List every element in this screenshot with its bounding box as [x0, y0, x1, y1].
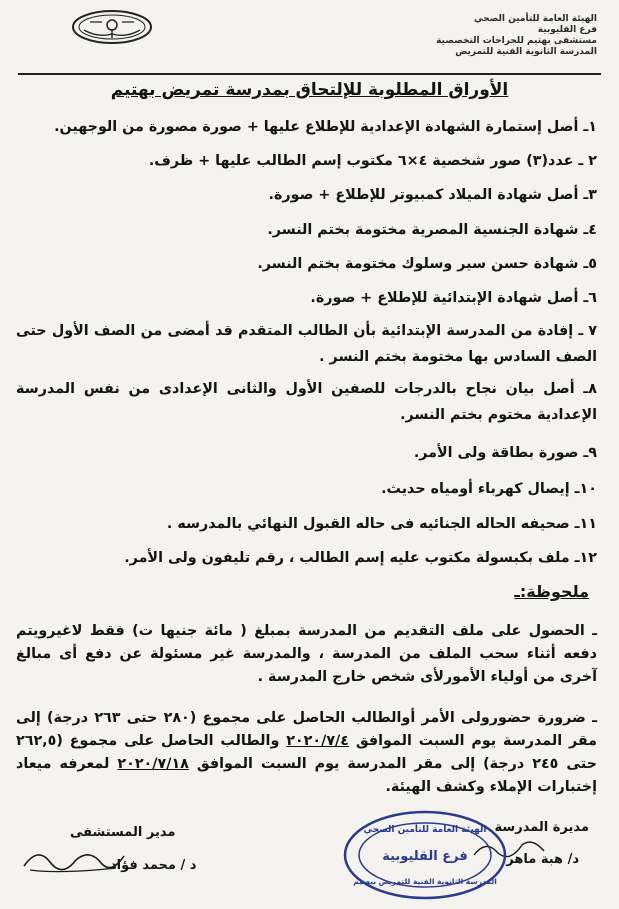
stamp-line-3: المدرسة الثانوية الفنية للتمريض ببهتيم [353, 877, 497, 886]
requirement-item-10 [16, 476, 597, 502]
item-number: ٣ـ [583, 187, 597, 203]
note-attendance-part-1: ـ ضرورة حضورولى الأمر أوالطالب الحاصل على مجموع (٢٨٠ حتى ٢٦٣ درجة) إلى مقر المدرسة يوم السبت الموافق [16, 710, 597, 749]
item-text: أصل شهادة الإبتدائية للإطلاع + صورة. [310, 290, 579, 306]
school-director-title: مديرة المدرسة [494, 820, 589, 835]
attendance-date-1: ٢٠٢٠/٧/٤ [286, 733, 350, 749]
requirement-item-2 [16, 148, 597, 174]
item-number: ٢ ـ [578, 153, 597, 169]
stamp-line-1: الهيئة العامة للتأمين الصحي [363, 825, 487, 835]
requirement-item-11 [16, 511, 597, 537]
requirement-item-6 [16, 285, 597, 311]
requirement-item-5 [16, 251, 597, 277]
org-line-3: مستشفى بهتيم للجراحات التخصصية [436, 36, 597, 46]
item-number: ٥ـ [583, 256, 597, 272]
stamp-line-2: فرع القليوبية [382, 849, 468, 864]
item-text: ملف بكبسولة مكتوب عليه إسم الطالب ، رقم تليفون ولى الأمر. [124, 550, 570, 566]
note-fee: ـ الحصول على ملف التقديم من المدرسة بمبلغ ( مائة جنيها ت) فقط لاغيرويتم دفعه أثناء سحب الملف من المدرسة ، والمدرسة غير مسئولة عن دفع أى مبالغ آخرى من أولياء الأمورلأى شخص خارج المدرسة . [16, 623, 597, 685]
note-attendance [16, 707, 597, 799]
requirement-item-9 [16, 440, 597, 466]
hospital-director-signature [20, 838, 130, 878]
item-number: ٧ ـ [578, 323, 597, 339]
requirement-item-1 [16, 114, 597, 140]
item-text: صورة بطاقة ولى الأمر. [413, 445, 579, 461]
item-number: ٤ـ [583, 222, 597, 238]
item-number: ٨ـ [583, 381, 598, 397]
item-text: صحيفه الحاله الجنائيه فى حاله القبول النهائي بالمدرسه . [166, 516, 570, 532]
item-text: إيصال كهرباء أومياه حديث. [381, 481, 570, 497]
note-attendance-part-3: لمعرفه ميعاد إختبارات الإملاء وكشف الهيئة. [16, 756, 597, 795]
attendance-date-2: ٢٠٢٠/٧/١٨ [117, 756, 189, 772]
school-director-name: د/ هبة ماهر [506, 852, 579, 867]
note-attendance-part-2: والطالب الحاصل على مجموع (٢٦٢,٥ حتى ٢٤٥ درجة) إلى مقر المدرسة يوم السبت الموافق [16, 733, 597, 772]
item-text: أصل شهادة الميلاد كمبيوتر للإطلاع + صورة. [268, 187, 579, 203]
item-text: أصل إستمارة الشهادة الإعدادية للإطلاع عليها + صورة مصورة من الوجهين. [54, 119, 579, 135]
item-number: ١١ـ [574, 516, 597, 532]
requirement-item-8 [16, 376, 597, 428]
header-organization [337, 14, 597, 58]
notes-heading: ملحوظة:ـ [514, 582, 589, 601]
title-divider [18, 73, 601, 75]
requirement-item-7 [16, 318, 597, 370]
item-text: شهادة حسن سير وسلوك مختومة بختم النسر. [257, 256, 579, 272]
official-stamp [340, 808, 510, 903]
requirement-item-4 [16, 217, 597, 243]
item-text: إفادة من المدرسة الإبتدائية بأن الطالب المتقدم قد أمضى من الصف الأول حتى الصف السادس بها مختومة بختم النسر . [16, 323, 597, 365]
item-number: ٩ـ [583, 445, 597, 461]
organization-logo [70, 8, 154, 46]
org-line-1: الهيئة العامة للتأمين الصحي [474, 14, 597, 24]
org-line-2: فرع القليوبية [537, 25, 597, 35]
item-number: ٦ـ [583, 290, 597, 306]
org-line-4: المدرسة الثانوية الفنية للتمريض [455, 47, 597, 57]
document-title: الأوراق المطلوبة للإلتحاق بمدرسة تمريض بهتيم [110, 80, 509, 100]
hospital-director-name: د / محمد فؤاد [110, 858, 197, 873]
item-text: شهادة الجنسية المصرية مختومة بختم النسر. [267, 222, 579, 238]
item-text: أصل بيان نجاح بالدرجات للصفين الأول والثانى الإعدادى من نفس المدرسة الإعدادية مختوم بختم النسر. [16, 381, 597, 423]
requirement-item-12 [16, 545, 597, 571]
requirement-item-3 [16, 182, 597, 208]
item-number: ١ـ [583, 119, 597, 135]
item-number: ١٠ـ [574, 481, 597, 497]
item-number: ١٢ـ [574, 550, 597, 566]
hospital-director-title: مدير المستشفى [70, 825, 176, 840]
item-text: عدد(٣) صور شخصية ٤×٦ مكتوب إسم الطالب عليها + ظرف. [148, 153, 574, 169]
